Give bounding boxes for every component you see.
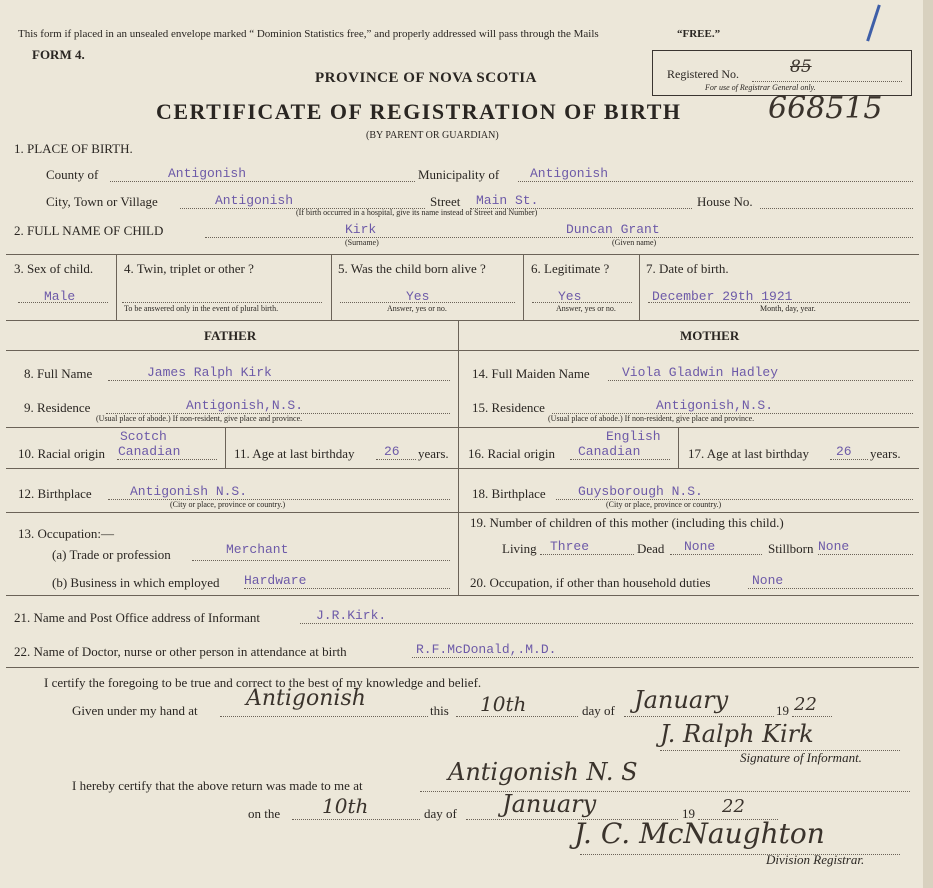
twin-label: 4. Twin, triplet or other ? bbox=[124, 261, 254, 276]
alive-label: 5. Was the child born alive ? bbox=[338, 261, 486, 276]
certificate-subtitle: (BY PARENT OR GUARDIAN) bbox=[366, 130, 499, 141]
given-day: 10th bbox=[480, 692, 527, 716]
surname-note: (Surname) bbox=[345, 238, 379, 247]
father-residence-label: 9. Residence bbox=[24, 400, 91, 415]
given-note: (Given name) bbox=[612, 238, 657, 247]
dead-value: None bbox=[684, 539, 716, 554]
date-label: 7. Date of birth. bbox=[646, 261, 729, 276]
living-value: Three bbox=[550, 539, 590, 554]
registrar-year-prefix: 19 bbox=[682, 806, 695, 821]
registrar-text: I hereby certify that the above return was made to me at bbox=[72, 778, 363, 793]
county-label: County of bbox=[46, 167, 99, 182]
given-under-label: Given under my hand at bbox=[72, 703, 198, 718]
doctor-value: R.F.McDonald,.M.D. bbox=[416, 642, 557, 657]
ink-mark bbox=[866, 4, 881, 41]
father-birthplace: Antigonish N.S. bbox=[130, 484, 248, 499]
year-prefix: 19 bbox=[776, 703, 789, 718]
place-heading: 1. PLACE OF BIRTH. bbox=[14, 141, 133, 156]
certify-text: I certify the foregoing to be true and correct to the best of my knowledge and belief. bbox=[44, 675, 482, 690]
form-number: FORM 4. bbox=[32, 47, 85, 62]
mother-name-label: 14. Full Maiden Name bbox=[472, 366, 590, 381]
legit-value: Yes bbox=[558, 289, 582, 304]
mother-years: years. bbox=[870, 446, 901, 461]
informant-signature: J. Ralph Kirk bbox=[660, 720, 814, 748]
mother-birthplace: Guysborough N.S. bbox=[578, 484, 703, 499]
alive-note: Answer, yes or no. bbox=[387, 304, 447, 313]
province-heading: PROVINCE OF NOVA SCOTIA bbox=[315, 70, 537, 86]
stillborn-label: Stillborn bbox=[768, 541, 814, 556]
registrar-place: Antigonish N. S bbox=[448, 758, 638, 786]
children-label: 19. Number of children of this mother (including this child.) bbox=[470, 515, 784, 530]
child-name-label: 2. FULL NAME OF CHILD bbox=[14, 223, 164, 238]
legit-note: Answer, yes or no. bbox=[556, 304, 616, 313]
municipality-value: Antigonish bbox=[530, 166, 609, 181]
municipality-label: Municipality of bbox=[418, 167, 500, 182]
registrar-signature-label: Division Registrar. bbox=[766, 852, 865, 867]
certificate-title: CERTIFICATE OF REGISTRATION OF BIRTH bbox=[156, 99, 682, 124]
father-name-label: 8. Full Name bbox=[24, 366, 93, 381]
mother-name: Viola Gladwin Hadley bbox=[622, 365, 779, 380]
street-label: Street bbox=[430, 194, 461, 209]
father-birthplace-note: (City or place, province or country.) bbox=[170, 500, 286, 509]
city-label: City, Town or Village bbox=[46, 194, 158, 209]
house-label: House No. bbox=[697, 194, 753, 209]
registrar-year: 22 bbox=[722, 796, 745, 817]
father-birthplace-label: 12. Birthplace bbox=[18, 486, 92, 501]
sex-value: Male bbox=[44, 289, 76, 304]
father-residence-note: (Usual place of abode.) If non-resident, give place and province. bbox=[96, 414, 303, 423]
registrar-month: January bbox=[502, 790, 597, 818]
father-racial-label: 10. Racial origin bbox=[18, 446, 106, 461]
registrar-dayof-label: day of bbox=[424, 806, 457, 821]
dayof-label: day of bbox=[582, 703, 615, 718]
city-value: Antigonish bbox=[215, 193, 294, 208]
legit-label: 6. Legitimate ? bbox=[531, 261, 610, 276]
trade-label: (a) Trade or profession bbox=[52, 547, 171, 562]
informant-signature-label: Signature of Informant. bbox=[740, 750, 862, 765]
mother-occupation: None bbox=[752, 573, 784, 588]
given-month: January bbox=[634, 686, 729, 714]
certificate-number: 668515 bbox=[768, 91, 883, 126]
child-given-name: Duncan Grant bbox=[566, 222, 660, 237]
twin-note: To be answered only in the event of plural birth. bbox=[124, 304, 279, 313]
mother-occupation-label: 20. Occupation, if other than household duties bbox=[470, 575, 711, 590]
registrar-signature: J. C. McNaughton bbox=[574, 817, 825, 850]
this-label: this bbox=[430, 703, 449, 718]
given-year: 22 bbox=[794, 694, 817, 715]
mother-age: 26 bbox=[836, 444, 852, 459]
occupation-label: 13. Occupation:— bbox=[18, 526, 115, 541]
hospital-note: (If birth occurred in a hospital, give its name instead of Street and Number) bbox=[296, 208, 538, 217]
mother-residence: Antigonish,N.S. bbox=[656, 398, 774, 413]
business-label: (b) Business in which employed bbox=[52, 575, 220, 590]
on-the-label: on the bbox=[248, 806, 281, 821]
father-years: years. bbox=[418, 446, 449, 461]
dead-label: Dead bbox=[637, 541, 665, 556]
mother-residence-note: (Usual place of abode.) If non-resident, give place and province. bbox=[548, 414, 755, 423]
father-age-label: 11. Age at last birthday bbox=[234, 446, 355, 461]
father-racial-top: Scotch bbox=[120, 429, 167, 444]
street-value: Main St. bbox=[476, 193, 539, 208]
doctor-label: 22. Name of Doctor, nurse or other person in attendance at birth bbox=[14, 644, 347, 659]
mother-racial: Canadian bbox=[578, 444, 641, 459]
informant-label: 21. Name and Post Office address of Informant bbox=[14, 610, 260, 625]
mother-racial-label: 16. Racial origin bbox=[468, 446, 556, 461]
mail-note-free: “FREE.” bbox=[677, 28, 721, 40]
page-edge bbox=[923, 0, 933, 888]
registered-label: Registered No. bbox=[667, 67, 739, 81]
father-name: James Ralph Kirk bbox=[147, 365, 272, 380]
mother-residence-label: 15. Residence bbox=[472, 400, 545, 415]
registrar-day: 10th bbox=[322, 794, 369, 818]
mother-heading: MOTHER bbox=[680, 328, 740, 343]
stillborn-value: None bbox=[818, 539, 850, 554]
birth-date-value: December 29th 1921 bbox=[652, 289, 793, 304]
mother-racial-top: English bbox=[606, 429, 661, 444]
mail-note: This form if placed in an unsealed envelope marked “ Dominion Statistics free,” and properly addressed will pass through the Mails bbox=[18, 28, 599, 40]
county-value: Antigonish bbox=[168, 166, 247, 181]
mother-age-label: 17. Age at last birthday bbox=[688, 446, 809, 461]
given-place: Antigonish bbox=[246, 686, 366, 711]
alive-value: Yes bbox=[406, 289, 430, 304]
father-age: 26 bbox=[384, 444, 400, 459]
father-trade: Merchant bbox=[226, 542, 289, 557]
registered-note: For use of Registrar General only. bbox=[705, 83, 816, 92]
registered-value: 85 bbox=[790, 57, 812, 77]
sex-label: 3. Sex of child. bbox=[14, 261, 94, 276]
informant-value: J.R.Kirk. bbox=[316, 608, 387, 623]
living-label: Living bbox=[502, 541, 537, 556]
father-racial: Canadian bbox=[118, 444, 181, 459]
child-surname: Kirk bbox=[345, 222, 377, 237]
father-heading: FATHER bbox=[204, 328, 257, 343]
mother-birthplace-note: (City or place, province or country.) bbox=[606, 500, 722, 509]
father-business: Hardware bbox=[244, 573, 307, 588]
mother-birthplace-label: 18. Birthplace bbox=[472, 486, 546, 501]
father-residence: Antigonish,N.S. bbox=[186, 398, 304, 413]
date-note: Month, day, year. bbox=[760, 304, 816, 313]
